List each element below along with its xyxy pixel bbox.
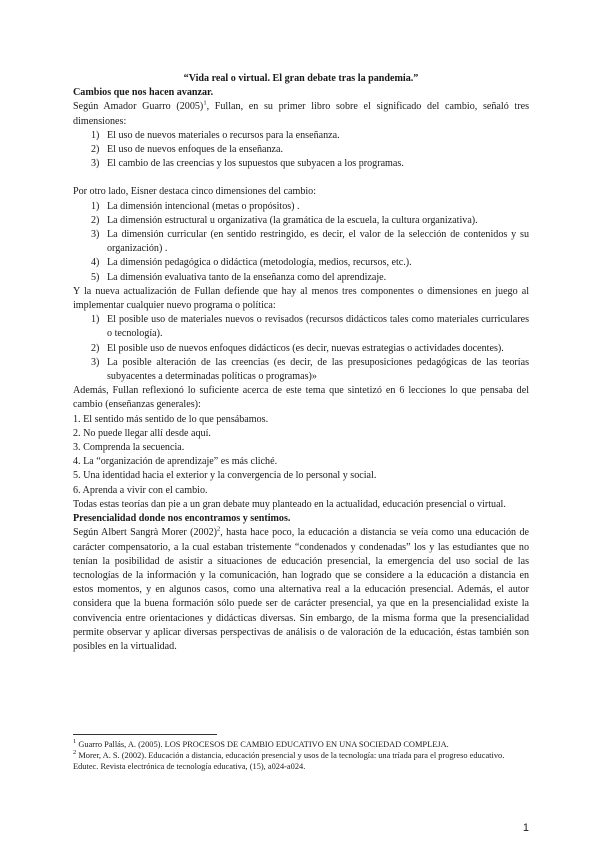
list-item: [73, 143, 529, 157]
list-item-text: La dimensión intencional (metas o propósitos) .: [107, 200, 300, 212]
lesson-item: 4. La “organización de aprendizaje” es más cliché.: [73, 456, 278, 468]
sangra-paragraph: [73, 526, 529, 654]
lesson-item: 1. El sentido más sentido de lo que pensábamos.: [73, 413, 269, 425]
list-number: 1): [91, 129, 100, 141]
list-item-text: El uso de nuevos materiales o recursos para la enseñanza.: [107, 129, 340, 141]
list-number: 3): [91, 229, 100, 241]
lesson-item: 2. No puede llegar allí desde aquí.: [73, 427, 211, 439]
footnote-text: Morer, A. S. (2002). Educación a distancia, educación presencial y usos de la tecnología: una tríada para el progreso educativo. Edutec. Revista electrónica de tecnología educativa, (15), a024-a024.: [73, 751, 505, 771]
list-number: 2): [91, 214, 100, 226]
section-heading-cambios: Cambios que nos hacen avanzar.: [73, 87, 214, 99]
list-item: [73, 313, 529, 341]
list-number: 5): [91, 271, 100, 283]
footnote-text: Guarro Pallás, A. (2005). LOS PROCESOS DE CAMBIO EDUCATIVO EN UNA SOCIEDAD COMPLEJA.: [76, 740, 449, 749]
sangra-text-start: Según Albert Sangrà Morer (2002): [73, 527, 218, 539]
list-number: 1): [91, 314, 100, 326]
list-item-text: La dimensión estructural u organizativa (la gramática de la escuela, la cultura organizativa).: [107, 214, 478, 226]
list-item-text: El posible uso de materiales nuevos o revisados (recursos didácticos tales como materiales curriculares o tecnología).: [107, 314, 529, 340]
lessons-intro: Además, Fullan reflexionó lo suficiente acerca de este tema que sintetizó en 6 lecciones lo que pensaba del cambio (enseñanzas generales):: [73, 385, 529, 411]
eisner-intro: Por otro lado, Eisner destaca cinco dimensiones del cambio:: [73, 186, 317, 198]
fullan-dimensions-list: [73, 129, 529, 172]
list-item-text: La dimensión curricular (en sentido restringido, es decir, el valor de la selección de contenidos y su organización) .: [107, 229, 529, 255]
footnote-2: [73, 750, 529, 772]
sangra-text-end: , hasta hace poco, la educación a distancia se veía como una educación de carácter compensatorio, a la cual estaban tristemente “condenados y condenadas” los y las estudiantes que no tenían la posibilidad de asistir a situaciones de educación presencial, la emergencia del uso social de las tecnologías de la información y la comunicación, han logrado que se considere a la educación a distancia en estos momentos, y en algunos casos, como una alternativa real a la educación presencial. Además, el autor considera que la buena formación sólo puede ser de carácter presencial, ya que en la presencialidad existe la convivencia entre orientaciones y didácticas diversas. Sin embargo, de la misma forma que la presencialidad permite observar y aplicar diversas perspectivas de análisis o de valoración de la educación, éstas también son posibles en la virtualidad.: [73, 527, 529, 652]
fullan-update-paragraph: Y la nueva actualización de Fullan defiende que hay al menos tres componentes o dimensiones en juego al implementar cualquier nuevo programa o política:: [73, 285, 529, 312]
section-heading-presencialidad: Presencialidad donde nos encontramos y sentimos.: [73, 513, 291, 525]
eisner-dimensions-list: [73, 200, 529, 285]
list-item-text: El uso de nuevos enfoques de la enseñanza.: [107, 144, 284, 156]
list-item: [73, 271, 529, 285]
list-item: [73, 356, 529, 384]
list-item: [73, 129, 529, 143]
lesson-item: 5. Una identidad hacia el exterior y la convergencia de lo personal y social.: [73, 470, 377, 482]
list-item-text: El posible uso de nuevos enfoques didácticos (es decir, nuevas estrategias o actividades docentes).: [107, 342, 504, 354]
list-item: [73, 342, 529, 356]
paragraph-gap: [73, 171, 529, 185]
list-item: [73, 157, 529, 171]
page-content: [73, 72, 529, 654]
list-number: 3): [91, 356, 100, 368]
intro-text-start: Según Amador Guarro (2005): [73, 101, 204, 113]
list-number: 3): [91, 158, 100, 170]
list-item-text: La dimensión pedagógica o didáctica (metodología, medios, recursos, etc.).: [107, 257, 412, 269]
list-item: [73, 256, 529, 270]
closing-paragraph: Todas estas teorías dan pie a un gran debate muy planteado en la actualidad, educación presencial o virtual.: [73, 498, 506, 510]
list-number: 2): [91, 342, 100, 354]
footnote-1: [73, 739, 529, 750]
list-item: [73, 214, 529, 228]
list-item-text: La posible alteración de las creencias (es decir, de las presuposiciones pedagógicas de las teorías subyacentes a determinadas políticas o programas)»: [107, 356, 529, 383]
list-number: 1): [91, 200, 100, 212]
list-number: 2): [91, 144, 100, 156]
footnote-separator: [73, 734, 217, 735]
lesson-item: 3. Comprenda la secuencia.: [73, 442, 185, 454]
list-number: 4): [91, 257, 100, 269]
page-number: 1: [522, 822, 529, 834]
list-item: [73, 228, 529, 256]
footnote-marker: 2: [73, 749, 77, 757]
footnote-ref-2[interactable]: 2: [217, 525, 221, 533]
footnote-ref-1[interactable]: 1: [203, 100, 207, 108]
fullan-components-list: [73, 313, 529, 384]
list-item-text: La dimensión evaluativa tanto de la enseñanza como del aprendizaje.: [107, 271, 387, 283]
list-item: [73, 200, 529, 214]
lesson-item: 6. Aprenda a vivir con el cambio.: [73, 484, 208, 496]
intro-paragraph: [73, 100, 529, 128]
intro-text-end: , Fullan, en su primer libro sobre el significado del cambio, señaló tres dimensiones:: [73, 101, 529, 127]
footnotes: [73, 739, 529, 772]
list-item-text: El cambio de las creencias y los supuestos que subyacen a los programas.: [107, 158, 404, 170]
footnote-marker: 1: [73, 738, 77, 746]
document-title: “Vida real o virtual. El gran debate tras la pandemia.”: [183, 73, 419, 84]
